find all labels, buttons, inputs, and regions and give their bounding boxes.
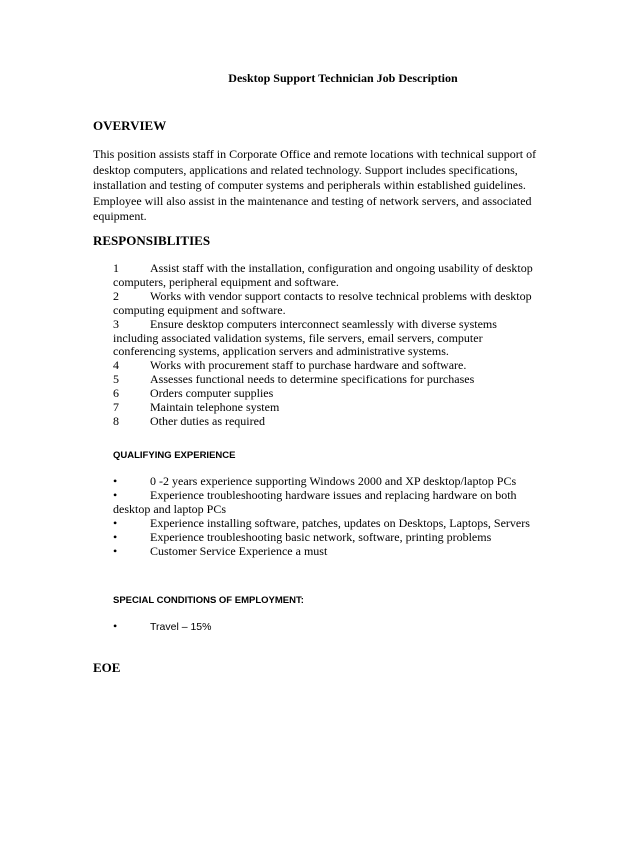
- item-number: 4: [113, 358, 119, 373]
- special-conditions-heading: SPECIAL CONDITIONS OF EMPLOYMENT:: [113, 595, 304, 606]
- document-title: Desktop Support Technician Job Description: [228, 71, 458, 85]
- bullet: •: [113, 474, 118, 488]
- list-item: [113, 318, 545, 360]
- list-item: [113, 373, 545, 387]
- list-item: [113, 359, 545, 373]
- bullet: •: [113, 487, 118, 502]
- overview-paragraph: This position assists staff in Corporate Office and remote locations with technical support of desktop computers, applications and related technology. Support includes specifications, installation and testing of computer systems and peripherals within established guidelines. Employee will also assist in the maintenance and testing of network servers, and associated equipment.: [93, 147, 537, 224]
- bullet: •: [113, 515, 118, 530]
- list-item: [113, 545, 545, 559]
- item-text: Experience troubleshooting hardware issues and replacing hardware on both desktop and laptop PCs: [113, 487, 517, 516]
- item-text: Maintain telephone system: [150, 400, 280, 415]
- item-text: Orders computer supplies: [150, 386, 274, 401]
- list-item: [113, 531, 545, 545]
- list-item: [113, 517, 545, 531]
- bullet: •: [113, 543, 118, 558]
- item-number: 7: [113, 400, 119, 415]
- responsibilities-heading: RESPONSIBLITIES: [93, 233, 211, 248]
- bullet: •: [113, 619, 118, 633]
- list-item: [113, 290, 545, 318]
- item-text: Works with vendor support contacts to resolve technical problems with desktop computing equipment and software.: [113, 288, 532, 317]
- item-text: Assesses functional needs to determine specifications for purchases: [150, 372, 475, 387]
- item-number: 8: [113, 413, 119, 428]
- item-number: 1: [113, 261, 119, 275]
- item-text: Works with procurement staff to purchase hardware and software.: [150, 358, 467, 373]
- item-number: 3: [113, 316, 119, 331]
- item-number: 6: [113, 386, 119, 401]
- item-text: Experience installing software, patches, updates on Desktops, Laptops, Servers: [150, 515, 530, 530]
- item-text: Assist staff with the installation, configuration and ongoing usability of desktop computers, peripheral equipment and software.: [113, 261, 533, 289]
- item-text: 0 -2 years experience supporting Windows 2000 and XP desktop/laptop PCs: [150, 474, 517, 488]
- list-item: [113, 489, 545, 517]
- bullet: •: [113, 529, 118, 544]
- special-conditions-list: [113, 620, 545, 635]
- list-item: [113, 387, 545, 401]
- qualifying-list: [113, 475, 545, 558]
- item-number: 2: [113, 288, 119, 303]
- responsibilities-list: [113, 262, 545, 429]
- list-item: [113, 475, 545, 489]
- item-text: Other duties as required: [150, 413, 265, 428]
- item-text: Ensure desktop computers interconnect seamlessly with diverse systems including associated validation systems, file servers, email servers, computer conferencing systems, application servers and administrative systems.: [113, 316, 497, 359]
- overview-heading: OVERVIEW: [93, 118, 167, 133]
- list-item: [113, 620, 545, 635]
- list-item: [113, 415, 545, 429]
- qualifying-heading: QUALIFYING EXPERIENCE: [113, 450, 236, 461]
- item-text: Experience troubleshooting basic network, software, printing problems: [150, 529, 492, 544]
- item-number: 5: [113, 372, 119, 387]
- item-text: Customer Service Experience a must: [150, 543, 328, 558]
- list-item: [113, 262, 545, 290]
- footer-eoe: EOE: [93, 660, 121, 675]
- list-item: [113, 401, 545, 415]
- item-text: Travel – 15%: [150, 621, 212, 633]
